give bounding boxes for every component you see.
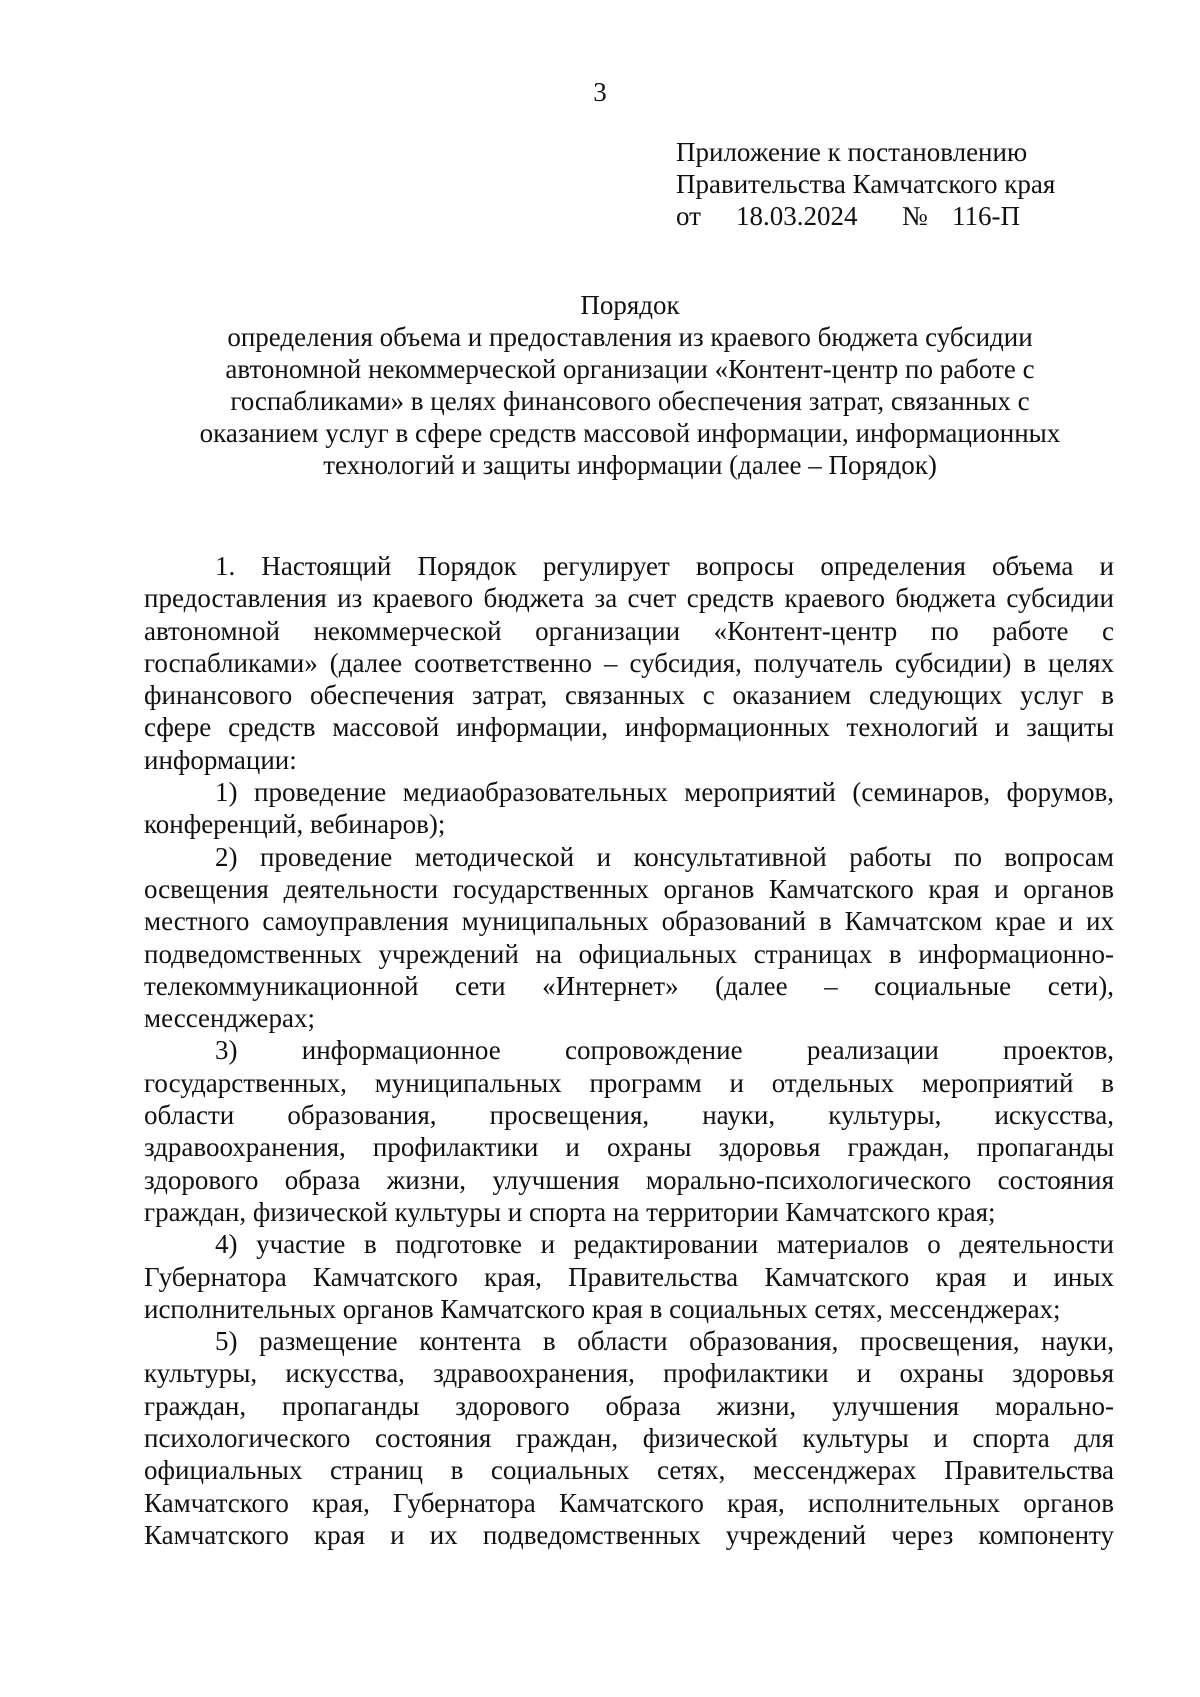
body-line: автономной некоммерческой организации «Контент-центр по работе с [144, 615, 1114, 646]
title-line: автономной некоммерческой организации «Контент-центр по работе с [225, 354, 1035, 384]
title-line: определения объема и предоставления из краевого бюджета субсидии [227, 322, 1033, 352]
body-line: государственных, муниципальных программ и отдельных мероприятий в [144, 1067, 1114, 1098]
body-line: 1) проведение медиаобразовательных мероприятий (семинаров, форумов, [215, 777, 1114, 808]
appendix-date-row [676, 200, 1055, 232]
body-line: здравоохранения, профилактики и охраны здоровья граждан, пропаганды [144, 1132, 1114, 1163]
body-line: освещения деятельности государственных органов Камчатского края и органов [144, 873, 1114, 904]
body-line: 1. Настоящий Порядок регулирует вопросы определения объема и [215, 551, 1114, 581]
body-line: официальных страниц в социальных сетях, мессенджерах Правительства [144, 1455, 1114, 1486]
body-line: финансового обеспечения затрат, связанных с оказанием следующих услуг в [144, 680, 1114, 711]
body-line: мессенджерах; [144, 1003, 315, 1034]
appendix-number: 116-П [952, 201, 1020, 231]
body-line: госпабликами» (далее соответственно – субсидия, получатель субсидии) в целях [144, 647, 1114, 678]
appendix-line-2: Правительства Камчатского края [676, 169, 1056, 199]
appendix-header [676, 136, 1055, 232]
body-line: 2) проведение методической и консультативной работы по вопросам [215, 841, 1114, 872]
body-line: исполнительных органов Камчатского края в социальных сетях, мессенджерах; [144, 1293, 1061, 1324]
appendix-line-1: Приложение к постановлению [676, 137, 1028, 167]
body-line: информации: [144, 744, 297, 775]
body-line: граждан, пропаганды здорового образа жизни, улучшения морально- [144, 1390, 1114, 1421]
body-line: Камчатского края, Губернатора Камчатского края, исполнительных органов [144, 1487, 1114, 1518]
title-line: технологий и защиты информации (далее – Порядок) [323, 450, 937, 480]
body-line: сфере средств массовой информации, информационных технологий и защиты [144, 712, 1114, 743]
body-line: телекоммуникационной сети «Интернет» (далее – социальные сети), [144, 970, 1114, 1001]
body-line: 3) информационное сопровождение реализации проектов, [215, 1035, 1114, 1066]
body-line: области образования, просвещения, науки, культуры, искусства, [144, 1100, 1114, 1131]
title-heading: Порядок [580, 290, 680, 320]
appendix-number-sign: № [902, 201, 928, 231]
title-line: оказанием услуг в сфере средств массовой информации, информационных [199, 418, 1061, 448]
document-title [150, 289, 1110, 481]
body-line: местного самоуправления муниципальных образований в Камчатском крае и их [144, 906, 1114, 937]
document-body [144, 550, 1114, 1551]
body-line: предоставления из краевого бюджета за счет средств краевого бюджета субсидии [144, 583, 1114, 614]
title-line: госпабликами» в целях финансового обеспечения затрат, связанных с [230, 386, 1030, 416]
appendix-from-label: от [676, 201, 701, 231]
body-line: граждан, физической культуры и спорта на территории Камчатского края; [144, 1196, 996, 1227]
body-line: 5) размещение контента в области образования, просвещения, науки, [215, 1326, 1114, 1357]
body-line: здорового образа жизни, улучшения морально-психологического состояния [144, 1164, 1114, 1195]
body-line: культуры, искусства, здравоохранения, профилактики и охраны здоровья [144, 1358, 1114, 1389]
body-line: Губернатора Камчатского края, Правительства Камчатского края и иных [144, 1261, 1114, 1292]
body-line: Камчатского края и их подведомственных учреждений через компоненту [144, 1519, 1114, 1550]
body-line: подведомственных учреждений на официальных страницах в информационно- [144, 938, 1114, 969]
body-line: конференций, вебинаров); [144, 809, 446, 840]
body-line: 4) участие в подготовке и редактировании материалов о деятельности [215, 1229, 1114, 1260]
page-number: 3 [593, 77, 607, 107]
body-line: психологического состояния граждан, физической культуры и спорта для [144, 1423, 1114, 1454]
appendix-date: 18.03.2024 [736, 201, 858, 231]
